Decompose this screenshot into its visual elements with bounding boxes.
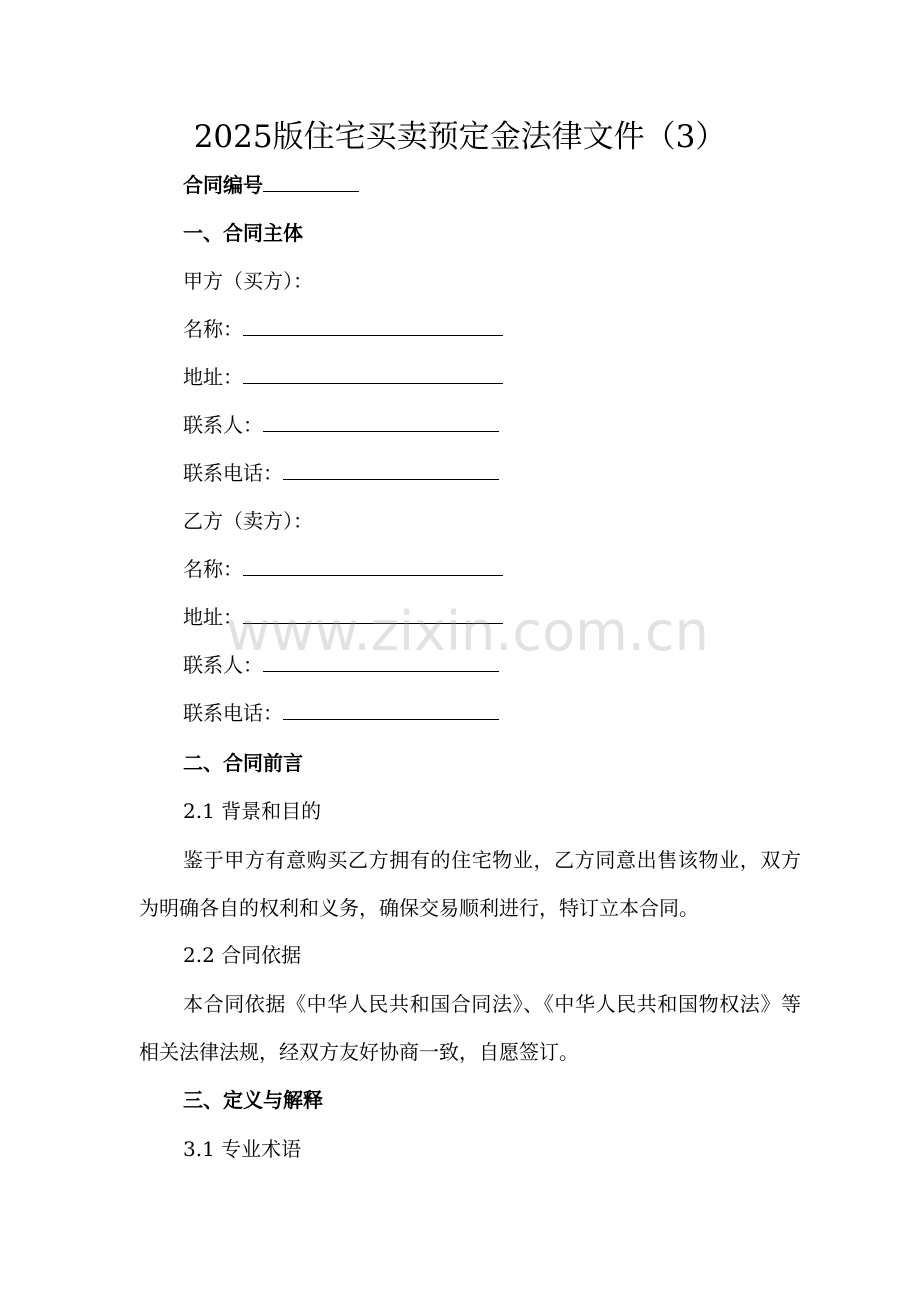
- section-2-2-heading: 2.2 合同依据: [183, 943, 302, 967]
- party-a-name-label: 名称：: [183, 317, 243, 341]
- party-b-phone-blank: [283, 697, 499, 720]
- party-b-contact-label: 联系人：: [183, 653, 263, 677]
- section-2-1-paragraph: 鉴于甲方有意购买乙方拥有的住宅物业，乙方同意出售该物业，双方为明确各自的权利和义务，确保交易顺利进行，特订立本合同。: [139, 848, 801, 920]
- party-b-contact-line: [183, 649, 499, 681]
- party-b-name-line: [183, 553, 503, 585]
- contract-number-label: 合同编号: [183, 173, 263, 197]
- document-title: 2025版住宅买卖预定金法律文件（3）: [193, 119, 727, 155]
- section-2-1-heading: 2.1 背景和目的: [183, 799, 322, 823]
- contract-number-blank: [263, 169, 359, 192]
- party-b-phone-label: 联系电话：: [183, 701, 283, 725]
- party-a-address-line: [183, 361, 503, 393]
- section-3-1-heading: 3.1 专业术语: [183, 1137, 302, 1161]
- section-2-2-paragraph: 本合同依据《中华人民共和国合同法》、《中华人民共和国物权法》等相关法律法规，经双方友好协商一致，自愿签订。: [139, 992, 801, 1064]
- party-a-contact-blank: [263, 409, 499, 432]
- party-b-address-line: [183, 601, 503, 633]
- party-a-contact-label: 联系人：: [183, 413, 263, 437]
- party-a-address-blank: [243, 361, 503, 384]
- section-1-heading: 一、合同主体: [183, 221, 303, 245]
- party-a-address-label: 地址：: [183, 365, 243, 389]
- party-b-address-blank: [243, 601, 503, 624]
- contract-number-line: [183, 169, 359, 201]
- party-b-contact-blank: [263, 649, 499, 672]
- section-2-heading: 二、合同前言: [183, 751, 303, 775]
- watermark-text: www.zixin.com.cn: [226, 600, 709, 663]
- party-a-name-line: [183, 313, 503, 345]
- party-b-address-label: 地址：: [183, 605, 243, 629]
- section-3-heading: 三、定义与解释: [183, 1088, 323, 1112]
- party-a-name-blank: [243, 313, 503, 336]
- party-a-phone-line: [183, 457, 499, 489]
- party-a-contact-line: [183, 409, 499, 441]
- party-b-phone-line: [183, 697, 499, 729]
- party-a-phone-label: 联系电话：: [183, 461, 283, 485]
- party-a-phone-blank: [283, 457, 499, 480]
- party-b-label: 乙方（卖方）：: [183, 509, 313, 533]
- party-a-label: 甲方（买方）：: [183, 269, 313, 293]
- party-b-name-label: 名称：: [183, 557, 243, 581]
- party-b-name-blank: [243, 553, 503, 576]
